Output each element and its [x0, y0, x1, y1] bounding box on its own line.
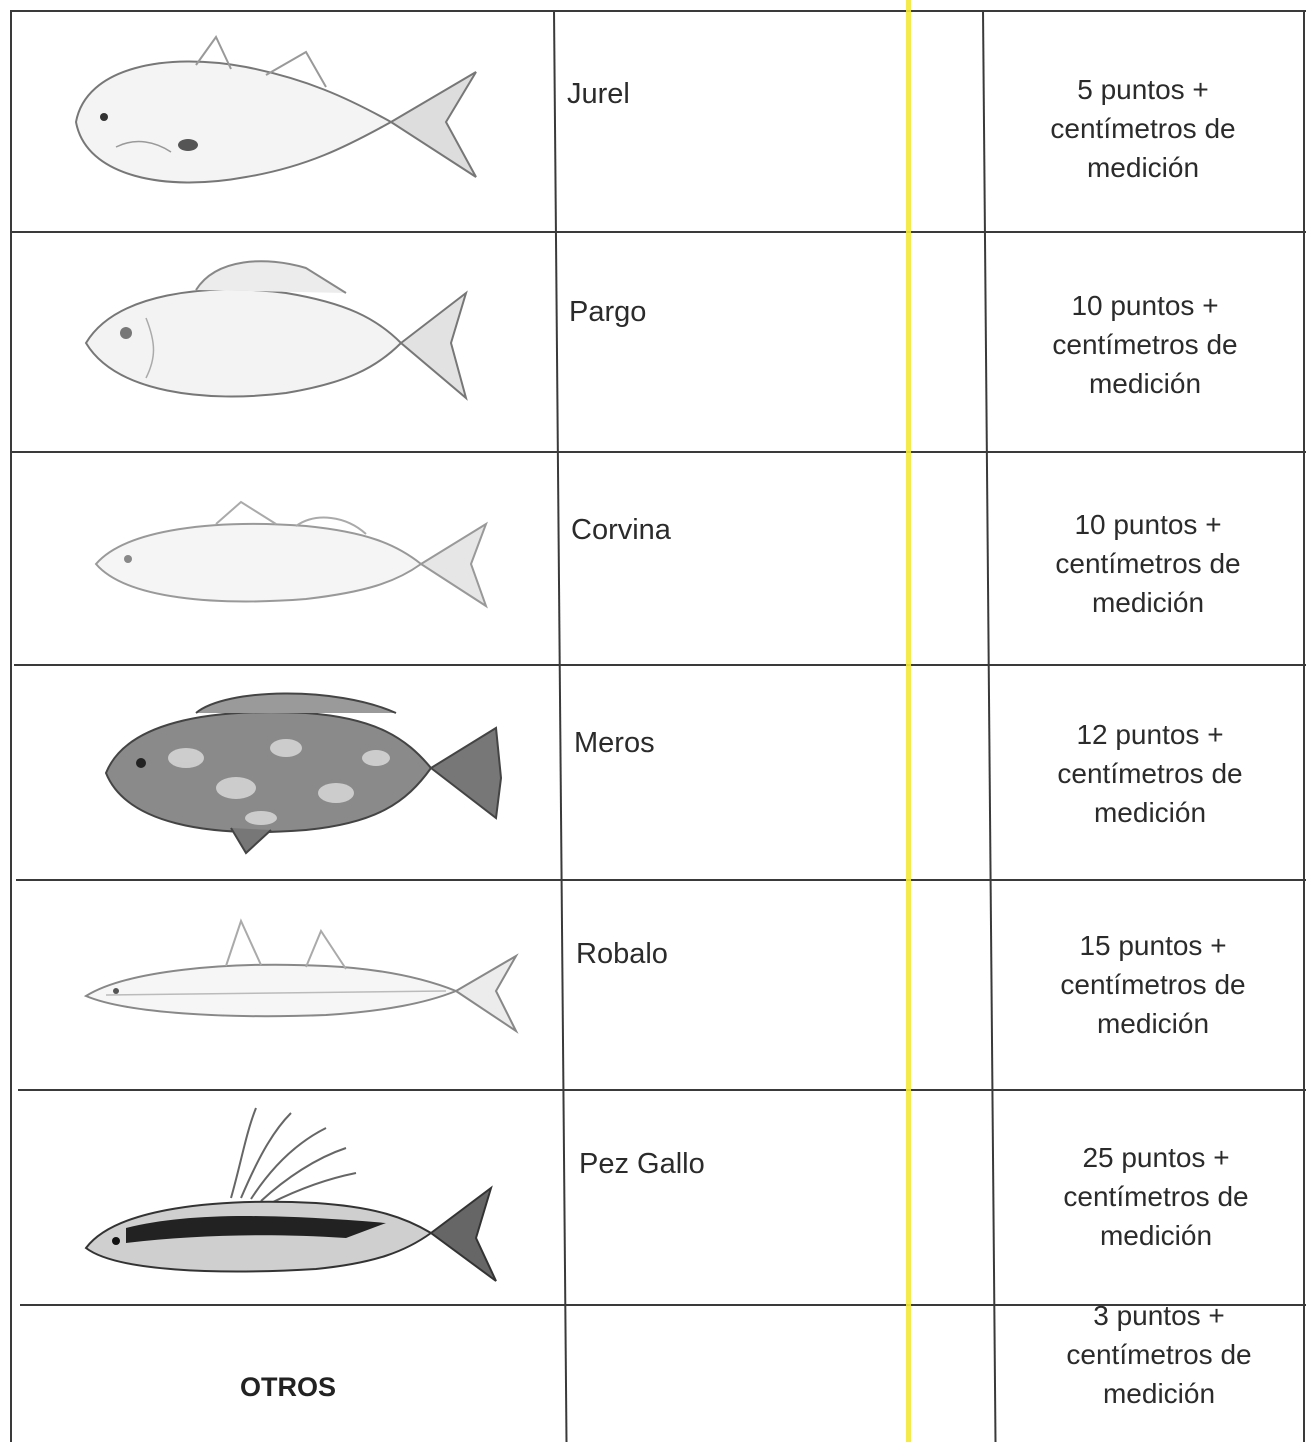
row-divider: [10, 10, 1306, 12]
row-divider: [16, 879, 1306, 881]
otros-label: OTROS: [240, 1372, 337, 1402]
grouper-fish-icon: [18, 669, 554, 877]
points-line: centímetros de: [1050, 113, 1236, 144]
roosterfish-icon: [18, 1094, 554, 1302]
column-divider: [10, 10, 12, 1442]
points-line: medición: [1093, 797, 1207, 828]
points-line: centímetros de: [1052, 329, 1238, 360]
points-line: medición: [1086, 152, 1200, 183]
row-divider: [14, 664, 1306, 666]
jack-fish-icon: [18, 14, 554, 229]
points-line: 10 puntos +: [1071, 290, 1219, 321]
points-line: medición: [1099, 1220, 1213, 1251]
points-value: [988, 70, 1298, 187]
points-value: [995, 715, 1305, 832]
points-line: medición: [1091, 587, 1205, 618]
points-line: centímetros de: [1066, 1339, 1252, 1370]
corvina-fish-icon: [18, 456, 554, 662]
points-line: centímetros de: [1060, 969, 1246, 1000]
fish-name: Pez Gallo: [579, 1148, 705, 1180]
points-line: 12 puntos +: [1076, 719, 1224, 750]
row-divider: [12, 451, 1306, 453]
row-divider: [18, 1089, 1306, 1091]
points-line: centímetros de: [1057, 758, 1243, 789]
fish-name: Jurel: [567, 78, 630, 110]
points-line: 10 puntos +: [1074, 509, 1222, 540]
fish-name: Robalo: [576, 938, 668, 970]
fish-name: Pargo: [569, 296, 647, 328]
snapper-fish-icon: [18, 236, 554, 449]
points-value: [1001, 1138, 1306, 1255]
points-line: medición: [1102, 1378, 1216, 1409]
points-value: [990, 286, 1300, 403]
points-line: medición: [1088, 368, 1202, 399]
points-line: 3 puntos +: [1093, 1300, 1225, 1331]
fish-name: Corvina: [571, 514, 671, 546]
points-value: [998, 926, 1306, 1043]
highlight-line: [906, 0, 911, 1442]
points-value: [1004, 1296, 1306, 1413]
points-line: 25 puntos +: [1082, 1142, 1230, 1173]
snook-fish-icon: [18, 884, 554, 1087]
row-divider: [10, 231, 1306, 233]
points-line: 5 puntos +: [1077, 74, 1209, 105]
points-line: centímetros de: [1063, 1181, 1249, 1212]
column-divider: [982, 10, 996, 1442]
points-line: medición: [1096, 1008, 1210, 1039]
points-value: [993, 505, 1303, 622]
points-line: 15 puntos +: [1079, 930, 1227, 961]
column-divider: [553, 10, 567, 1442]
points-line: centímetros de: [1055, 548, 1241, 579]
fish-name: Meros: [574, 727, 655, 759]
